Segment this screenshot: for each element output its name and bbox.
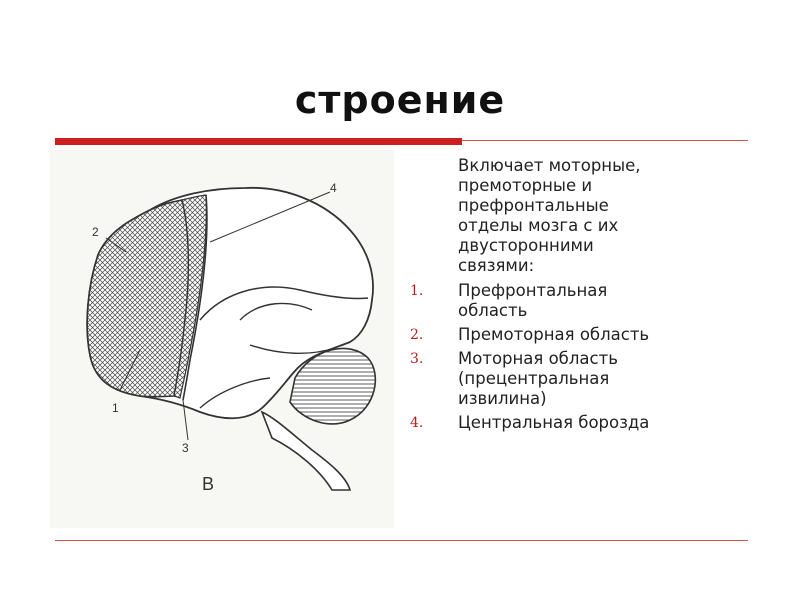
title-underline-thin <box>462 140 748 141</box>
list-text-line: Моторная область <box>458 349 618 368</box>
list-text <box>458 413 750 433</box>
brain-diagram <box>50 150 394 528</box>
list-number: 3. <box>410 351 424 367</box>
list-number: 2. <box>410 327 424 343</box>
intro-paragraph <box>405 156 750 276</box>
intro-line: отделы мозга с их <box>458 216 619 235</box>
figure-label-3: 3 <box>182 441 189 455</box>
figure-label-2: 2 <box>92 225 99 239</box>
list-text-line: (прецентральная <box>458 369 610 388</box>
list-number: 4. <box>410 415 424 431</box>
list-item <box>405 413 750 433</box>
list-number: 1. <box>410 283 424 299</box>
numbered-list <box>405 281 750 433</box>
prefrontal-region <box>87 200 188 397</box>
list-text-line: извилина) <box>458 389 547 408</box>
intro-line: Включает моторные, <box>458 156 641 175</box>
figure-caption: B <box>202 474 215 494</box>
intro-line: префронтальные <box>458 196 609 215</box>
title-underline-red <box>55 138 462 145</box>
list-text-line: Премоторная область <box>458 325 650 344</box>
list-text <box>458 349 750 409</box>
figure-label-1: 1 <box>112 401 119 415</box>
list-text-line: Центральная борозда <box>458 413 650 432</box>
intro-line: премоторные и <box>458 176 593 195</box>
list-text-line: Префронтальная <box>458 281 608 300</box>
bottom-rule <box>55 540 748 541</box>
text-block <box>405 156 750 437</box>
list-item <box>405 325 750 345</box>
list-text <box>458 281 750 321</box>
brain-figure <box>50 150 394 528</box>
figure-label-4: 4 <box>330 181 337 195</box>
intro-line: двусторонними <box>458 236 594 255</box>
slide-title: строение <box>294 78 506 122</box>
list-item <box>405 281 750 321</box>
list-item <box>405 349 750 409</box>
list-text-line: область <box>458 301 528 320</box>
list-text <box>458 325 750 345</box>
intro-line: связями: <box>458 256 535 275</box>
